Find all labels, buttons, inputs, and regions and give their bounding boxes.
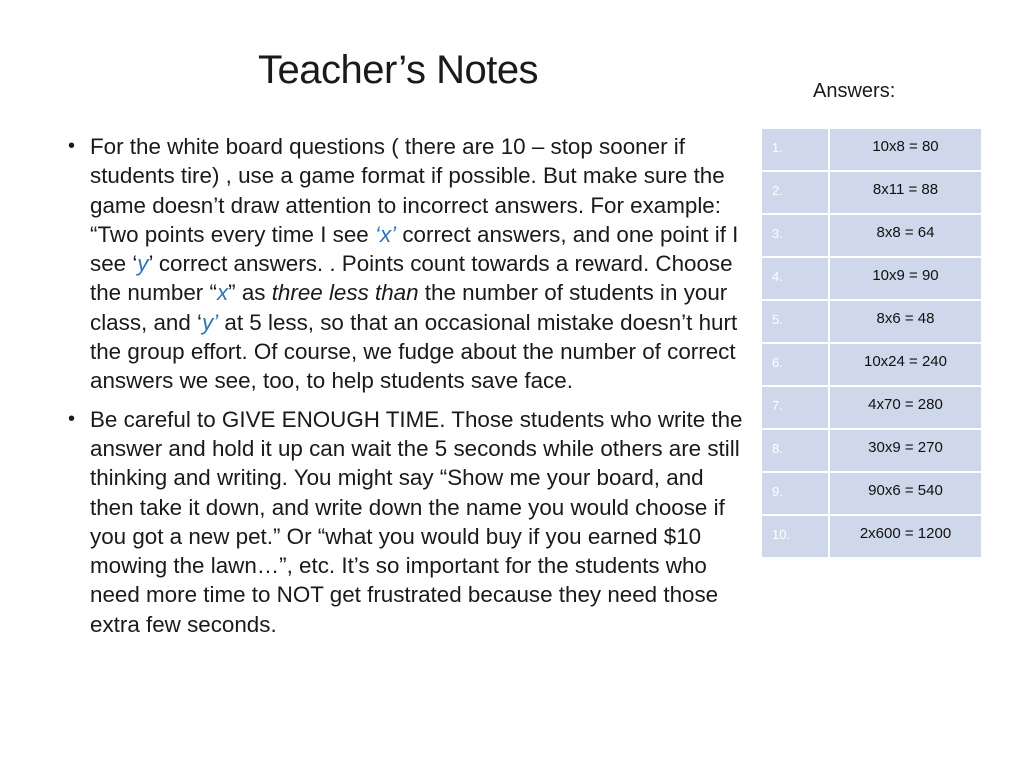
answer-value: 90x6 = 540 <box>829 472 982 515</box>
answer-row <box>761 429 982 472</box>
answer-number: 2. <box>761 171 829 214</box>
answer-value: 8x11 = 88 <box>829 171 982 214</box>
teacher-notes-list <box>68 132 748 648</box>
note-text: correct answers, and one point if I see ‘ <box>90 221 739 277</box>
answer-number: 1. <box>761 128 829 171</box>
answer-number: 9. <box>761 472 829 515</box>
answer-row <box>761 257 982 300</box>
answers-table <box>760 127 983 559</box>
answer-row <box>761 214 982 257</box>
answer-row <box>761 171 982 214</box>
bullet-icon: • <box>68 135 76 157</box>
answer-row <box>761 472 982 515</box>
note-text: at 5 less, so that an occasional mistake doesn’t hurt the group effort. Of course, we fudge about the number of correct answers we see, too, to help students save face. <box>90 309 738 394</box>
note-text: Be careful to GIVE ENOUGH TIME. Those students who write the answer and hold it up can wait the 5 seconds while others are still thinking and writing. You might say “Show me your board, and then take it down, and write down the name you would choose if you got a new pet.” Or “what you would buy if you earned $10 mowing the lawn…”, etc. It’s so important for the students who need more time to NOT get frustrated because they need those extra few seconds. <box>90 406 743 637</box>
answer-value: 4x70 = 280 <box>829 386 982 429</box>
answer-row <box>761 343 982 386</box>
note-give-time <box>68 405 748 639</box>
answers-label: Answers: <box>813 80 896 102</box>
answer-number: 7. <box>761 386 829 429</box>
variable-y: y’ <box>202 309 219 335</box>
answer-number: 4. <box>761 257 829 300</box>
variable-x: ‘x’ <box>374 221 397 247</box>
answer-row <box>761 128 982 171</box>
variable-y: y <box>137 251 149 277</box>
answer-number: 10. <box>761 515 829 558</box>
note-text: ’ correct answers. . Points count towards a reward. Choose the number “ <box>90 251 733 306</box>
variable-x: x <box>216 280 229 306</box>
answer-row <box>761 386 982 429</box>
note-game-format <box>68 132 748 396</box>
answer-row <box>761 300 982 343</box>
answer-number: 8. <box>761 429 829 472</box>
answer-row <box>761 515 982 558</box>
answer-number: 5. <box>761 300 829 343</box>
note-text: ” as <box>228 280 272 306</box>
answer-number: 3. <box>761 214 829 257</box>
answer-value: 8x6 = 48 <box>829 300 982 343</box>
bullet-icon: • <box>68 407 76 430</box>
emphasis-three-less-than: three less than <box>271 280 419 306</box>
answer-value: 10x24 = 240 <box>829 343 982 386</box>
answer-number: 6. <box>761 343 829 386</box>
note-text: the number of students in your class, and ‘ <box>90 280 728 335</box>
answer-value: 8x8 = 64 <box>829 214 982 257</box>
slide-title: Teacher’s Notes <box>258 48 539 92</box>
answer-value: 30x9 = 270 <box>829 429 982 472</box>
answer-value: 10x9 = 90 <box>829 257 982 300</box>
note-text: For the white board questions ( there are 10 – stop sooner if students tire) , use a game format if possible. But make sure the game doesn’t draw attention to incorrect answers. For example: “Two points every time I see <box>90 134 725 247</box>
answer-value: 2x600 = 1200 <box>829 515 982 558</box>
answer-value: 10x8 = 80 <box>829 128 982 171</box>
